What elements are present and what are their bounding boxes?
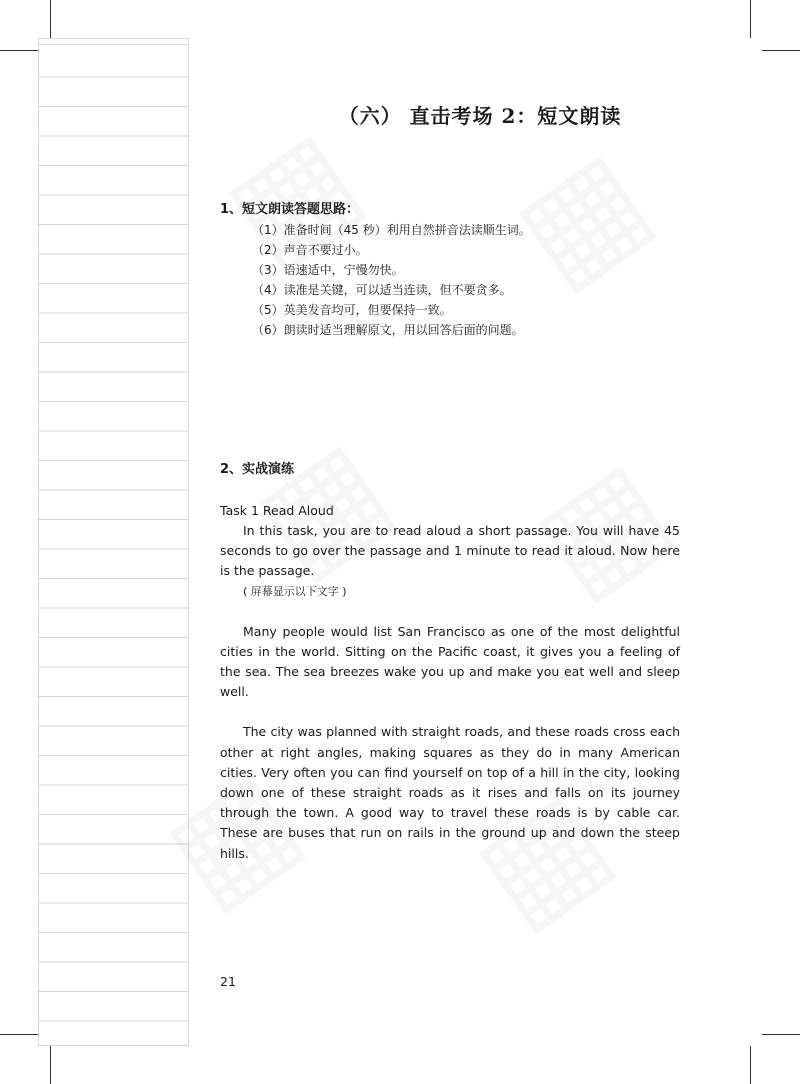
screen-note: ( 屏幕显示以下文字 ) [243, 584, 347, 598]
crop-mark [762, 1034, 800, 1035]
passage-paragraph: Many people would list San Francisco as one of the most delightful cities in the world. Sitting on the Pacific coast, it gives you a feeling of the sea. The sea breezes wake you up and make you eat well and sleep well. [220, 623, 680, 700]
section-practice [220, 460, 680, 864]
list-item: （6）朗读时适当理解原文，用以回答后面的问题。 [252, 323, 524, 337]
page-number: 21 [220, 974, 236, 989]
crop-mark [750, 1046, 751, 1084]
page-title: （六） 直击考场 2：短文朗读 [338, 104, 622, 128]
crop-mark [50, 0, 51, 38]
list-item: （1）准备时间（45 秒）利用自然拼音法读顺生词。 [252, 223, 531, 237]
section-reading-tips [220, 200, 680, 340]
list-item: （2）声音不要过小。 [252, 243, 368, 257]
section-heading: 1、短文朗读答题思路： [220, 202, 360, 217]
crop-mark [762, 50, 800, 51]
tips-list [220, 220, 680, 340]
task-title: Task 1 Read Aloud [220, 503, 334, 518]
passage-paragraph: The city was planned with straight roads, and these roads cross each other at right angles, making squares as they do in many American cities. Very often you can find yourself on top of a hill in the city, looking down one of these straight roads as it rises and falls on its journey through the town. A good way to travel these roads is by cable car. These are buses that run on rails in the ground up and down the steep hills. [220, 724, 680, 861]
section-heading: 2、实战演练 [220, 462, 295, 477]
list-item: （3）语速适中，宁慢勿快。 [252, 263, 404, 277]
crop-mark [50, 1046, 51, 1084]
list-item: （5）英美发音均可，但要保持一致。 [252, 303, 452, 317]
crop-mark [0, 1034, 38, 1035]
ruled-margin-strip [38, 38, 189, 1046]
list-item: （4）读准是关键，可以适当连读，但不要贪多。 [252, 283, 512, 297]
crop-mark [0, 50, 38, 51]
task-instruction: In this task, you are to read aloud a short passage. You will have 45 seconds to go over the passage and 1 minute to read it aloud. Now here is the passage. [220, 523, 680, 579]
crop-mark [750, 0, 751, 38]
